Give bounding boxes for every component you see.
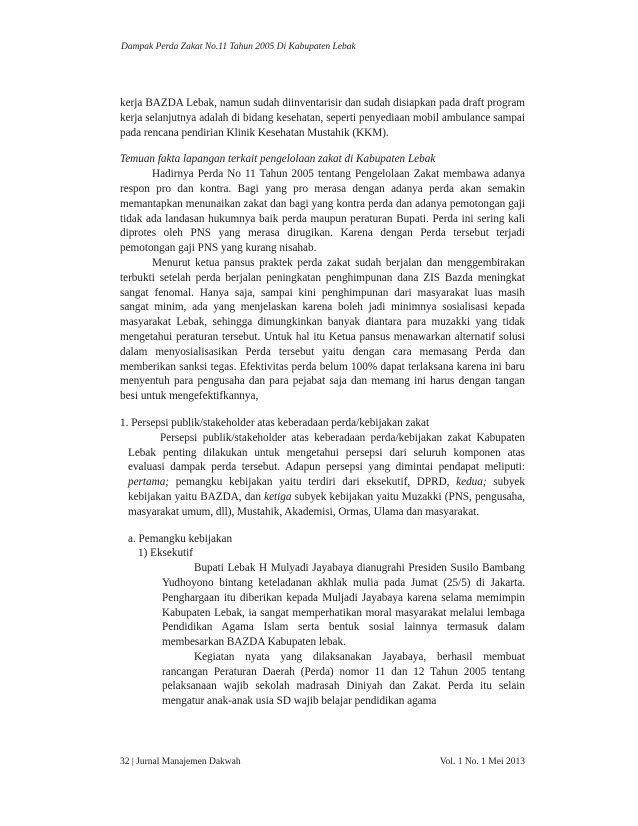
subheading-findings: Temuan fakta lapangan terkait pengelolaan zakat di Kabupaten Lebak [120, 153, 436, 166]
paragraph-pansus: Menurut ketua pansus praktek perda zakat sudah berjalan dan menggembirakan terbukti setelah perda berjalan peningkatan penghimpunan dana ZIS Bazda meningkat sangat fenomal. Hanya saja, sampai kini penghimpunan dari masyarakat luas masih sangat minim, ada yang menjelaskan karena boleh jadi minimnya sosialisasi kepada masyarakat Lebak, sehingga dimungkinkan banyak diantara para muzakki yang tidak mengetahui peraturan tersebut. Untuk hal itu Ketua pansus menawarkan alternatif solusi dalam menyosialisasikan Perda tersebut yaitu dengan cara memasang Perda dan memberikan sanksi tegas. Efektivitas perda belum 100% dapat terlaksana karena ini baru menyentuh para pengusaha dan para pejabat saja dan memang ini harus dengan tangan besi untuk mengefektifkannya, [120, 256, 525, 403]
perception-text-c: subyek kebijakan yaitu BAZDA, dan [128, 476, 525, 503]
perception-term-kedua: kedua; [456, 476, 487, 489]
section-1-heading: 1. Persepsi publik/stakeholder atas keberadaan perda/kebijakan zakat [120, 416, 430, 429]
paragraph-perda-response: Hadirnya Perda No 11 Tahun 2005 tentang Pengelolaan Zakat membawa adanya respon pro dan kontra. Bagi yang pro merasa dengan adanya perda akan semakin memantapkan menunaikan zakat dan bagi yang kontra perda dan adanya pemotongan gaji tidak ada landasan hukumnya baik perda maupun peraturan Bupati. Perda ini sering kali diprotes oleh PNS yang merasa dirugikan. Karena dengan Perda tersebut terjadi pemotongan gaji PNS yang kurang nisahab. [120, 168, 525, 255]
perception-term-ketiga: ketiga [264, 490, 292, 503]
footer-journal: 32 | Jurnal Manajemen Dakwah [120, 757, 241, 767]
page-footer [120, 757, 525, 767]
running-header: Dampak Perda Zakat No.11 Tahun 2005 Di Kabupaten Lebak [121, 42, 356, 52]
perception-term-pertama: pertama; [128, 476, 170, 489]
subsection-a-heading: a. Pemangku kebijakan [128, 532, 233, 545]
paragraph-bupati-award: Bupati Lebak H Mulyadi Jayabaya dianugrahi Presiden Susilo Bambang Yudhoyono bintang keteladanan akhlak mulia pada Jumat (25/5) di Jakarta. Penghargaan itu diberikan kepada Muljadi Jayabaya karena selama memimpin Kabupaten Lebak, ia sangat memperhatikan moral masyarakat melalui lembaga Pendidikan Agama Islam serta bentuk sosial lainnya termasuk dalam membesarkan BAZDA Kabupaten lebak. [162, 562, 525, 649]
paragraph-jayabaya-activity: Kegiatan nyata yang dilaksanakan Jayabaya, berhasil membuat rancangan Peraturan Daerah (Perda) nomor 11 dan 12 Tahun 2005 tentang pelaksanaan wajib sekolah madrasah Diniyah dan Zakat. Perda itu selain mengatur anak-anak usia SD wajib belajar pendidikan agama [162, 650, 525, 708]
paragraph-intro: kerja BAZDA Lebak, namun sudah diinventarisir dan sudah disiapkan pada draft program kerja selanjutnya adalah di bidang kesehatan, seperti penyediaan mobil ambulance sampai pada rencana pendirian Klinik Kesehatan Mustahik (KKM). [120, 97, 525, 139]
footer-volume: Vol. 1 No. 1 Mei 2013 [439, 757, 525, 767]
paragraph-perception [120, 431, 525, 520]
perception-text-a: Persepsi publik/stakeholder atas keberadaan perda/kebijakan zakat Kabupaten Lebak penting dilakukan untuk mengetahui persepsi dari seluruh komponen atas evaluasi dampak perda tersebut. Adapun persepsi yang dimintai pendapat meliputi: [128, 431, 525, 474]
page-body [120, 96, 525, 709]
perception-text-d: subyek kebijakan yaitu Muzakki (PNS, pengusaha, masyarakat umum, dll), Mustahik, Akademisi, Ormas, Ulama dan masyarakat. [128, 490, 526, 518]
perception-text-b: pemangku kebijakan yaitu terdiri dari eksekutif, DPRD, [169, 476, 457, 489]
subsection-1-heading: 1) Eksekutif [138, 547, 193, 560]
